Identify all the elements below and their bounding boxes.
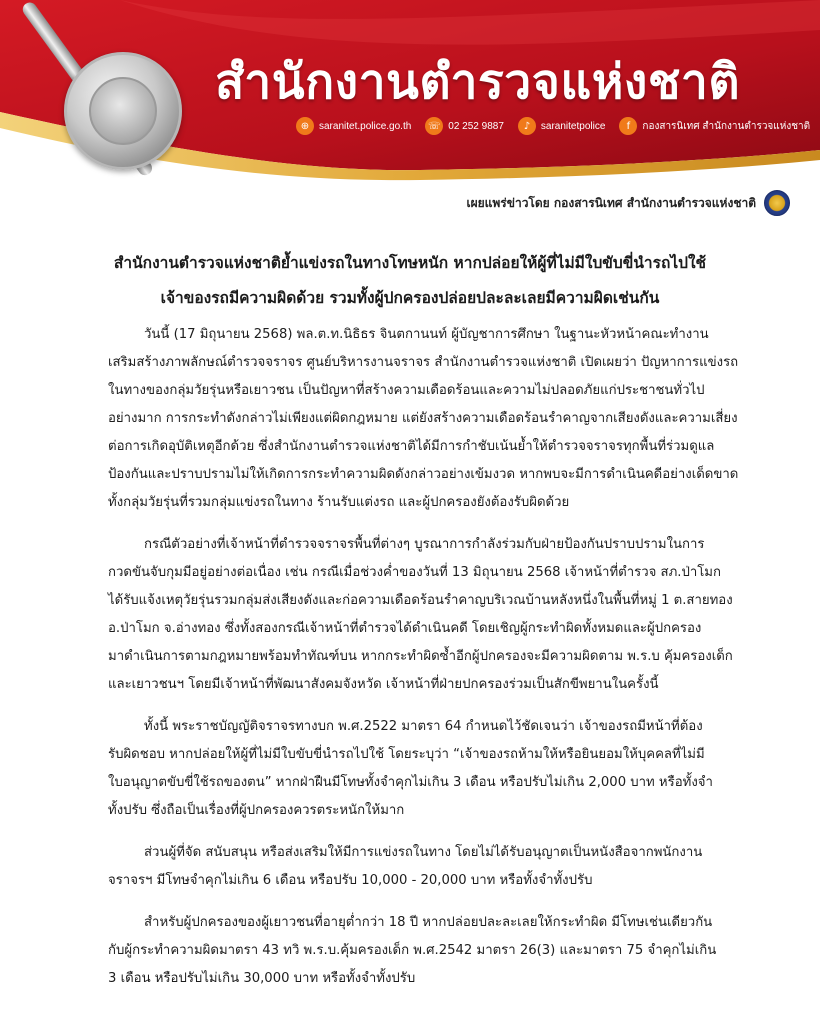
paragraph-line: ในทางของกลุ่มวัยรุ่นหรือเยาวชน เป็นปัญหาที่สร้างความเดือดร้อนและความไม่ปลอดภัยแก่ประชาชนทั่วไป (108, 383, 705, 398)
police-emblem-icon (64, 52, 182, 170)
police-badge-icon (764, 190, 790, 216)
paragraph-line: ต่อการเกิดอุบัติเหตุอีกด้วย ซึ่งสำนักงานตำรวจแห่งชาติได้มีการกำชับเน้นย้ำให้ตำรวจจราจรทุกพื้นที่ร่วมดูแล (108, 439, 715, 454)
paragraph-line: ส่วนผู้ที่จัด สนับสนุน หรือส่งเสริมให้มีการแข่งรถในทาง โดยไม่ได้รับอนุญาตเป็นหนังสือจากพนักงาน (144, 845, 703, 860)
contact-phone[interactable] (425, 117, 504, 135)
contact-phone-text: 02 252 9887 (448, 120, 504, 132)
paragraph-line: ใบอนุญาตขับขี่ใช้รถของตน” หากฝ่าฝืนมีโทษทั้งจำคุกไม่เกิน 3 เดือน หรือปรับไม่เกิน 2,000 บาท หรือทั้งจำ (108, 775, 713, 790)
paragraph-3 (108, 713, 758, 825)
news-body (108, 321, 758, 1007)
facebook-icon: f (619, 117, 637, 135)
paragraph-line: จราจรฯ มีโทษจำคุกไม่เกิน 6 เดือน หรือปรับ 10,000 - 20,000 บาท หรือทั้งจำทั้งปรับ (108, 873, 593, 888)
org-title: สำนักงานตำรวจแห่งชาติ (215, 54, 741, 110)
web-icon: ⊕ (296, 117, 314, 135)
contact-facebook[interactable] (619, 117, 810, 135)
paragraph-line: ทั้งนี้ พระราชบัญญัติจราจรทางบก พ.ศ.2522 มาตรา 64 กำหนดไว้ชัดเจนว่า เจ้าของรถมีหน้าที่ต้อง (144, 719, 703, 734)
publisher-text: เผยแพร่ข่าวโดย กองสารนิเทศ สำนักงานตำรวจแห่งชาติ (466, 195, 756, 210)
contact-bar (296, 116, 820, 136)
tiktok-icon: ♪ (518, 117, 536, 135)
contact-tiktok-text: saranitetpolice (540, 120, 606, 132)
paragraph-line: ทั้งกลุ่มวัยรุ่นที่รวมกลุ่มแข่งรถในทาง ร้านรับแต่งรถ และผู้ปกครองยังต้องรับผิดด้วย (108, 495, 570, 510)
headline-line: เจ้าของรถมีความผิดด้วย รวมทั้งผู้ปกครองปล่อยปละละเลยมีความผิดเช่นกัน (160, 289, 660, 307)
paragraph-line: สำหรับผู้ปกครองของผู้เยาวชนที่อายุต่ำกว่า 18 ปี หากปล่อยปละละเลยให้กระทำผิด มีโทษเช่นเดียวกัน (144, 915, 713, 930)
header-banner (0, 0, 820, 182)
paragraph-line: เสริมสร้างภาพลักษณ์ตำรวจจราจร ศูนย์บริหารงานจราจร สำนักงานตำรวจแห่งชาติ เปิดเผยว่า ปัญหาการแข่งรถ (108, 355, 739, 370)
paragraph-line: ป้องกันและปราบปรามไม่ให้เกิดการกระทำความผิดดังกล่าวอย่างเข้มงวด หากพบจะมีการดำเนินคดีอย่างเด็ดขาด (108, 467, 739, 482)
paragraph-line: กรณีตัวอย่างที่เจ้าหน้าที่ตำรวจจราจรพื้นที่ต่างๆ บูรณาการกำลังร่วมกับฝ่ายป้องกันปราบปรามในการ (144, 537, 705, 552)
paragraph-line: และเยาวชนฯ โดยมีเจ้าหน้าที่พัฒนาสังคมจังหวัด เจ้าหน้าที่ฝ่ายปกครองร่วมเป็นสักขีพยานในครั้งนี้ (108, 677, 659, 692)
paragraph-line: อ.ป่าโมก จ.อ่างทอง ซึ่งทั้งสองกรณีเจ้าหน้าที่ตำรวจได้ดำเนินคดี โดยเชิญผู้กระทำผิดทั้งหมดและผู้ปกครอง (108, 621, 702, 636)
paragraph-line: วันนี้ (17 มิถุนายน 2568) พล.ต.ท.นิธิธร จินตกานนท์ ผู้บัญชาการศึกษา ในฐานะหัวหน้าคณะทำงาน (144, 327, 709, 342)
paragraph-line: มาดำเนินการตามกฎหมายพร้อมทำทัณฑ์บน หากกระทำผิดซ้ำอีกผู้ปกครองจะมีความผิดตาม พ.ร.บ คุ้มครองเด็ก (108, 649, 733, 664)
paragraph-line: 3 เดือน หรือปรับไม่เกิน 30,000 บาท หรือทั้งจำทั้งปรับ (108, 971, 416, 986)
paragraph-2 (108, 531, 758, 699)
paragraph-line: กับผู้กระทำความผิดมาตรา 43 ทวิ พ.ร.บ.คุ้มครองเด็ก พ.ศ.2542 มาตรา 26(3) และมาตรา 75 จำคุกไม่เกิน (108, 943, 717, 958)
contact-tiktok[interactable] (518, 117, 605, 135)
paragraph-line: รับผิดชอบ หากปล่อยให้ผู้ที่ไม่มีใบขับขี่นำรถไปใช้ โดยระบุว่า “เจ้าของรถห้ามให้หรือยินยอมให้บุคคลที่ไม่มี (108, 747, 705, 762)
paragraph-5 (108, 909, 758, 993)
paragraph-line: ทั้งปรับ ซึ่งถือเป็นเรื่องที่ผู้ปกครองควรตระหนักให้มาก (108, 803, 405, 818)
paragraph-line: กวดขันจับกุมมีอยู่อย่างต่อเนื่อง เช่น กรณีเมื่อช่วงค่ำของวันที่ 13 มิถุนายน 2568 เจ้าหน้าที่ตำรวจ สภ.ป่าโมก (108, 565, 721, 580)
news-headline (60, 246, 760, 316)
contact-facebook-text: กองสารนิเทศ สำนักงานตำรวจแห่งชาติ (642, 120, 811, 132)
publisher-line (467, 190, 791, 216)
paragraph-1 (108, 321, 758, 517)
headline-line: สำนักงานตำรวจแห่งชาติย้ำแข่งรถในทางโทษหนัก หากปล่อยให้ผู้ที่ไม่มีใบขับขี่นำรถไปใช้ (113, 254, 707, 272)
paragraph-line: ได้รับแจ้งเหตุวัยรุ่นรวมกลุ่มส่งเสียงดังและก่อความเดือดร้อนรำคาญบริเวณบ้านหลังหนึ่งในพื้นที่หมู่ 1 ต.สายทอง (108, 593, 733, 608)
contact-website[interactable] (296, 117, 411, 135)
paragraph-4 (108, 839, 758, 895)
paragraph-line: อย่างมาก การกระทำดังกล่าวไม่เพียงแต่ผิดกฎหมาย แต่ยังสร้างความเดือดร้อนรำคาญจากเสียงดังและความเสี่ยง (108, 411, 738, 426)
contact-website-text: saranitet.police.go.th (319, 120, 412, 132)
phone-icon: ☏ (425, 117, 443, 135)
